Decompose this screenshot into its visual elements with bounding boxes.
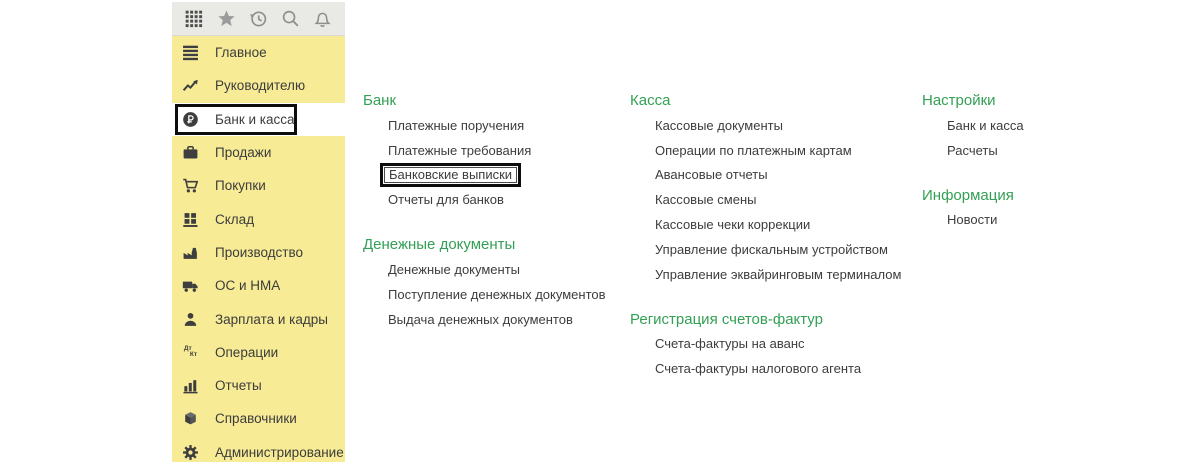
- sidebar-item-label: Продажи: [215, 145, 272, 161]
- menu-item-upravlenie-fiskalnym-ustroystvom[interactable]: Управление фискальным устройством: [655, 241, 888, 257]
- history-clock-icon[interactable]: [246, 7, 270, 31]
- menu-column-kassa: [630, 88, 940, 381]
- sidebar-item-bank-i-kassa[interactable]: [172, 103, 345, 136]
- sidebar-item-glavnoe[interactable]: [172, 36, 345, 69]
- section-title-denezhnye-dokumenty[interactable]: Денежные документы: [363, 236, 516, 254]
- section-bank: [363, 88, 613, 212]
- apps-grid-icon[interactable]: [182, 7, 206, 31]
- section-title-nastroyki[interactable]: Настройки: [922, 92, 996, 109]
- truck-icon: [182, 277, 199, 294]
- sidebar-item-label: Склад: [215, 211, 255, 227]
- warehouse-boxes-icon: [182, 211, 199, 228]
- menu-item-upravlenie-ekvayringovym-terminalom[interactable]: Управление эквайринговым терминалом: [655, 266, 902, 282]
- sidebar-item-os-i-nma[interactable]: [172, 269, 345, 302]
- menu-item-novosti[interactable]: Новости: [947, 212, 998, 228]
- menu-item-platezhnye-trebovaniya[interactable]: Платежные требования: [388, 142, 532, 158]
- menu-item-bankovskie-vypiski[interactable]: [363, 163, 613, 188]
- sidebar-item-sklad[interactable]: [172, 202, 345, 235]
- shopping-cart-icon: [182, 177, 199, 194]
- menu-item-avansovye-otchety[interactable]: Авансовые отчеты: [655, 167, 768, 183]
- sidebar-item-label: Главное: [215, 45, 267, 61]
- menu-item-platezhnye-porucheniya[interactable]: Платежные поручения: [388, 117, 525, 133]
- sidebar-item-operacii[interactable]: [172, 336, 345, 369]
- section-menu-content: [345, 0, 1200, 468]
- menu-item-bank-i-kassa-settings[interactable]: Банк и касса: [947, 117, 1024, 133]
- menu-item-label: Банковские выписки: [384, 167, 517, 183]
- menu-item-operacii-po-platezhnym-kartam[interactable]: Операции по платежным картам: [655, 142, 852, 158]
- person-icon: [182, 311, 199, 328]
- sidebar-item-label: Операции: [215, 344, 279, 360]
- sidebar-item-spravochniki[interactable]: [172, 402, 345, 435]
- menu-item-otchety-dlya-bankov[interactable]: Отчеты для банков: [388, 192, 504, 208]
- bar-chart-icon: [182, 377, 199, 394]
- quick-access-toolbar: [172, 2, 345, 36]
- sidebar-item-administrirovanie[interactable]: [172, 436, 345, 468]
- section-nastroyki: [922, 88, 1142, 163]
- sidebar-item-pokupki[interactable]: [172, 169, 345, 202]
- menu-column-nastroyki: [922, 88, 1142, 232]
- menu-item-scheta-faktury-na-avans[interactable]: Счета-фактуры на аванс: [655, 336, 805, 352]
- menu-item-denezhnye-dokumenty[interactable]: Денежные документы: [388, 262, 521, 278]
- section-denezhnye-dokumenty: [363, 232, 613, 331]
- sidebar-item-prodazhi[interactable]: [172, 136, 345, 169]
- debit-credit-icon: Дт Кт: [183, 345, 198, 359]
- menu-item-kassovye-dokumenty[interactable]: Кассовые документы: [655, 117, 783, 133]
- sidebar-item-label: Зарплата и кадры: [215, 311, 328, 327]
- favorites-star-icon[interactable]: [214, 7, 238, 31]
- ruble-circle-icon: [182, 111, 199, 128]
- menu-lines-icon: [182, 44, 199, 61]
- section-registraciya-schetov-faktur: [630, 307, 940, 382]
- menu-item-vydacha-denezhnyh-dokumentov[interactable]: Выдача денежных документов: [388, 311, 573, 327]
- menu-item-scheta-faktury-nalogovogo-agenta[interactable]: Счета-фактуры налогового агента: [655, 361, 862, 377]
- sidebar-item-label: Производство: [215, 244, 304, 260]
- sidebar-item-label: Справочники: [215, 411, 297, 427]
- section-sidebar: [172, 36, 345, 462]
- menu-column-bank: [363, 88, 613, 332]
- sidebar-item-zarplata-i-kadry[interactable]: [172, 302, 345, 335]
- notifications-bell-icon[interactable]: [311, 7, 335, 31]
- section-title-kassa[interactable]: Касса: [630, 92, 671, 109]
- menu-item-raschety[interactable]: Расчеты: [947, 142, 998, 158]
- sidebar-item-label: Покупки: [215, 178, 266, 194]
- section-kassa: [630, 88, 940, 287]
- menu-item-kassovye-cheki-korrekcii[interactable]: Кассовые чеки коррекции: [655, 217, 811, 233]
- sidebar-item-proizvodstvo[interactable]: [172, 236, 345, 269]
- sidebar-item-label: Администрирование: [215, 444, 344, 460]
- section-title-registraciya-schetov-faktur[interactable]: Регистрация счетов-фактур: [630, 310, 823, 328]
- gear-icon: [182, 444, 199, 461]
- factory-icon: [182, 244, 199, 261]
- section-informaciya: [922, 183, 1142, 233]
- sidebar-item-label: Отчеты: [215, 378, 262, 394]
- section-title-bank[interactable]: Банк: [363, 92, 397, 109]
- annotation-box-content: [380, 163, 521, 187]
- sidebar-item-otchety[interactable]: [172, 369, 345, 402]
- menu-item-postuplenie-denezhnyh-dokumentov[interactable]: Поступление денежных документов: [388, 286, 606, 302]
- sidebar-item-label: ОС и НМА: [215, 278, 281, 294]
- trend-arrow-icon: [182, 77, 199, 94]
- sidebar-item-rukovoditelyu[interactable]: [172, 69, 345, 102]
- section-title-informaciya[interactable]: Информация: [922, 186, 1014, 204]
- search-icon[interactable]: [279, 7, 303, 31]
- cube-icon: [182, 410, 199, 427]
- sidebar-item-label: Руководителю: [215, 78, 306, 94]
- sidebar-item-label: Банк и касса: [215, 111, 295, 127]
- menu-item-kassovye-smeny[interactable]: Кассовые смены: [655, 192, 757, 208]
- briefcase-icon: [182, 144, 199, 161]
